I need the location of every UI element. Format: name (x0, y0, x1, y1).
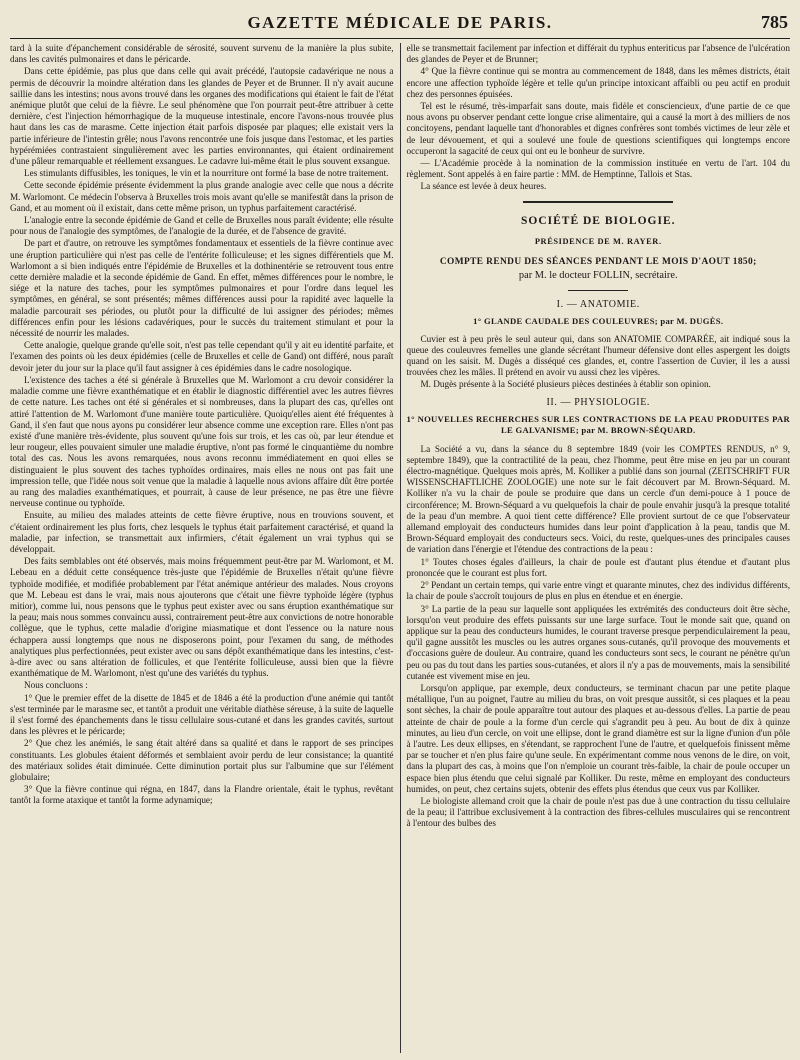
paragraph: 2° Que chez les anémiés, le sang était altéré dans sa qualité et dans le rapport de ses principes constituants. Les globules étaient déformés et semblaient avoir perdu de leur consistance; la quantité des matériaux solides était diminuée. Cette diminution portait plus sur l'albumine que sur l'élément globulaire; (10, 738, 394, 782)
paragraph: Ensuite, au milieu des malades atteints de cette fièvre éruptive, nous en trouvions souvent, et c'étaient ordinairement les plus forts, chez lesquels le typhus était parfaitement caractérisé, et quand la maladie, par infection, se transmettait aux infirmiers, c'était également un vrai typhus qui se développait. (10, 510, 394, 554)
journal-title: GAZETTE MÉDICALE DE PARIS. (247, 13, 553, 32)
paragraph: Cette analogie, quelque grande qu'elle soit, n'est pas telle cependant qu'il y ait eu identité parfaite, et l'examen des points où les deux épidémies (celle de Bruxelles et celle de Gand) ont différé, nous paraît devoir jeter du jour sur la place qu'il faut assigner à ces épidémies dans le cadre nosologique. (10, 340, 394, 373)
paragraph: 4° Que la fièvre continue qui se montra au commencement de 1848, dans les mêmes districts, était encore une affection typhoïde légère et telle qu'un principe intoxicant affaibli ou peu actif en produit chez des personnes épuisées. (406, 66, 790, 99)
paragraph: La séance est levée à deux heures. (420, 181, 547, 192)
paragraph: 1° Que le premier effet de la disette de 1845 et de 1846 a été la production d'une anémie qui tantôt s'est terminée par le marasme sec, et tantôt a produit une véritable diathèse séreuse, à la suite de laquelle il s'est formé des épanchements dans le tissu cellulaire sous-cutané et dans les grandes cavités, surtout dans les plèvres et le péricarde; (10, 692, 394, 737)
society-title: SOCIÉTÉ DE BIOLOGIE. (520, 214, 676, 227)
paragraph: 3° Que la fièvre continue qui régna, en 1847, dans la Flandre orientale, était le typhus, revêtant tantôt la forme ataxique et tantôt la forme adynamique; (10, 784, 394, 806)
paragraph: La Société a vu, dans la séance du 8 septembre 1849 (voir les COMPTES RENDUS, n° 9, septembre 1849), que la contractilité de la peau, chez l'homme, peut être mise en jeu par un courant électro-magnétique. Quelques mois après, M. Kolliker a publié dans son journal (ZEITSCHRIFT FUR WISSENSCHAFTLICHE ZOOLOGIE) une note sur le fait découvert par M. Brown-Séquard. M. Kolliker n'a vu la chair de poule se produire que dans un cercle d'un demi-pouce à 1 pouce de circonférence; M. Brown-Séquard a vu quelquefois la chair de poule envahir jusqu'à la presque totalité de la peau d'un membre. A quoi tient cette différence? Elle provient surtout de ce que l'observateur allemand employait des conducteurs humides dans leur point d'application à la peau, tandis que M. Brown-Séquard employait des conducteurs secs. Voici, du reste, quelques-unes des principales causes de variation dans l'énergie et l'étendue des contractions de la peau : (406, 443, 790, 555)
paragraph: Le biologiste allemand croit que la chair de poule n'est pas due à une contraction du tissu cellulaire de la peau; il l'attribue exclusivement à la contraction des fibres-cellules musculaires qui se rencontrent à l'entour des bulbes des (406, 795, 790, 829)
item-title-galvanisme: 1° NOUVELLES RECHERCHES SUR LES CONTRACTIONS DE LA PEAU PRODUITES PAR LE GALVANISME; par M. BROWN-SÉQUARD. (406, 413, 790, 435)
paragraph: M. Dugès présente à la Société plusieurs pièces destinées à établir son opinion. (420, 379, 711, 390)
paragraph: Cuvier est à peu près le seul auteur qui, dans son ANATOMIE COMPARÉE, ait indiqué sous la queue des couleuvres femelles une glande sécrétant l'humeur défensive dont elles aspergent les doigts quand on les saisit. M. Dugès a disséqué ces glandes, et, contre l'assertion de Cuvier, il les a aussi trouvées chez les mâles. Il prétend en avoir vu aussi chez les vipères. (406, 333, 790, 378)
paragraph: elle se transmettait facilement par infection et différait du typhus enteriticus par l'absence de l'ulcération des glandes de Peyer et de Brunner; (406, 43, 790, 65)
paragraph: 1° Toutes choses égales d'ailleurs, la chair de poule est d'autant plus étendue et d'autant plus prononcée que le courant est plus fort. (406, 556, 790, 578)
paragraph: Tel est le résumé, très-imparfait sans doute, mais fidèle et consciencieux, d'une partie de ce que nous avons pu observer pendant cette longue crise alimentaire, qui a causé la mort à des milliers de nos concitoyens, pendant laquelle tant d'honorables et dignes confrères sont tombés victimes de leur zèle et de leur dévouement, et qui a soulevé une foule de questions scientifiques qui longtemps encore occuperont la sagacité de ceux qui ont eu le bonheur de survivre. (406, 101, 790, 156)
report-title: COMPTE RENDU DES SÉANCES PENDANT LE MOIS D'AOUT 1850; (439, 256, 757, 267)
paragraph: Des faits semblables ont été observés, mais moins fréquemment peut-être par M. Warlomont, et M. Lebeau en a déduit cette conséquence très-juste que l'épidémie de Bruxelles n'était qu'une fièvre typhoïde modifiée, et modifiée probablement par l'état anémique antérieur des malades. Nous croyons que M. Lebeau est dans le vrai, mais nous ajouterons que c'était une fièvre typhoïde légère (typhus mitior), comme lui, nous pensons que le typhus peut exister avec ou sans éruption exanthématique sur la peau; mais nous sommes convaincu aussi, contrairement peut-être aux convictions de notre honorable collègue, que le typhus, cette maladie d'origine miasmatique et dont l'essence ou la nature nous échappera aussi longtemps que nous ne disposerons point, pour l'examen du sang, de méthodes analytiques plus perfectionnées, peut exister avec ou sans dépôt exanthématique dans les intestins, c'est-à-dire avec ou sans altération de follicules, et que l'entérite folliculeuse, aussi bien que la fièvre exanthématique de M. Warlomont, n'est qu'une des variétés du typhus. (10, 556, 394, 679)
columns (10, 43, 790, 1053)
section-physiologie-title: II. — PHYSIOLOGIE. (546, 396, 651, 408)
presidence-line: PRÉSIDENCE DE M. RAYER. (534, 236, 662, 246)
item-title-glande: 1° GLANDE CAUDALE DES COULEUVRES; par M. DUGÈS. (473, 315, 724, 326)
paragraph: 3° La partie de la peau sur laquelle sont appliquées les extrémités des conducteurs doit être sèche, lorsqu'on veut produire des effets puissants sur une large surface. Tout le monde sait que, quand on applique sur la peau des conducteurs humides, le courant traverse presque perpendiculairement la peau, qu'il gagne aussitôt les muscles ou les autres organes sous-cutanés, qu'il provoque des mouvements et d'occasions guère de douleur. Au contraire, quand les conducteurs sont secs, le courant ne pénètre qu'un peu ou pas du tout dans les parties sous-cutanées, et alors il n'y a pas de mouvements, mais la sensibilité cutanée est vivement mise en jeu. (406, 603, 790, 681)
paragraph: — L'Académie procède à la nomination de la commission instituée en vertu de l'art. 104 du règlement. Sont appelés à en faire partie : MM. de Hemptinne, Tallois et Stas. (406, 158, 790, 180)
right-column (401, 43, 791, 1053)
paragraph: Dans cette épidémie, pas plus que dans celle qui avait précédé, l'autopsie cadavérique ne nous a permis de découvrir la moindre altération dans les glandes de Peyer et de Brunner. Il n'y avait aucune saillie dans les intestins; nous avons trouvé dans les organes des modifications qui étaient le fait de l'état anémique plutôt que celui de la fièvre. Le seul phénomène que l'on pourrait peut-être attribuer à cette dernière, c'est l'injection hémorrhagique de la muqueuse intestinale, encore l'avons-nous trouvée plus haut dans les cas de marasme. Cette injection était parfois disposée par plaques; elle existait vers la partie inférieure de l'intestin grêle; nous l'avons rencontrée une fois jusque dans l'estomac, et les parties hypérémiées contrastaient singulièrement avec les parties environnantes, qui étaient ordinairement d'une pâleur remarquable et réellement exsangues. Le cadavre lui-même était le plus souvent exsangue. (10, 66, 394, 167)
section-divider (523, 201, 673, 203)
paragraph: De part et d'autre, on retrouve les symptômes fondamentaux et essentiels de la fièvre continue avec une éruption particulière qui n'est pas celle de l'entérite folliculeuse; et les signes différentiels que M. Warlomont a si bien indiqués entre l'épidémie de Bruxelles et la dothinentérie se retrouvent tous entre cette dernière maladie et la seconde épidémie de Gand. En effet, mêmes différences pour le nombre, le siége et la nature des taches, pour les symptômes pulmonaires et pour l'ordre dans lequel les symptômes, en général, se sont présentés; mêmes différences aussi pour la rapidité avec laquelle la maladie parcourait ses périodes, ou plutôt pour la difficulté de lui assigner des périodes; mêmes différences enfin pour les lésions cadavériques, pour le succès du traitement stimulant et pour la nécessité de nourrir les malades. (10, 238, 394, 339)
paragraph: Les stimulants diffusibles, les toniques, le vin et la nourriture ont formé la base de notre traitement. (24, 168, 389, 179)
paragraph: 2° Pendant un certain temps, qui varie entre vingt et quarante minutes, chez des individus différents, la chair de poule s'accroît toujours de plus en plus en étendue et en énergie. (406, 580, 790, 602)
section-anatomie-title: I. — ANATOMIE. (556, 298, 640, 310)
paragraph: tard à la suite d'épanchement considérable de sérosité, souvent survenu de la manière la plus subite, dans les cavités pulmonaires et dans le péricarde. (10, 43, 394, 65)
paragraph: Nous concluons : (24, 680, 88, 691)
report-author: par M. le docteur FOLLIN, secrétaire. (518, 269, 678, 281)
paragraph: L'analogie entre la seconde épidémie de Gand et celle de Bruxelles nous paraît évidente; elle résulte pour nous de l'analogie des symptômes, de l'analogie de la durée, et de l'absence de gravité. (10, 215, 394, 237)
page-number: 785 (761, 12, 788, 32)
short-divider (568, 290, 628, 291)
left-column (10, 43, 401, 1053)
masthead (10, 8, 790, 39)
paragraph: Lorsqu'on applique, par exemple, deux conducteurs, se terminant chacun par une petite plaque métallique, l'un au poignet, l'autre au milieu du bras, on voit presque aussitôt, si ces plaques et la peau sont sèches, la chair de poule apparaître tout autour des plaques et au-dessous d'elles. La partie de peau atteinte de chair de poule a la forme d'un cercle qui s'agrandit peu à peu. Au bout de dix à quinze minutes, au lieu d'un cercle, on voit une ellipse, dont le grand diamètre est sur la ligne d'union d'un pôle à l'autre. Les deux ellipses, en s'étendant, se rapprochent l'une de l'autre, et quelquefois finissent même par se toucher et n'en plus faire qu'une seule. En expérimentant comme nous venons de le dire, on voit, dans la plupart des cas, à moins que l'on n'emploie un courant très-faible, la chair de poule occuper un espace bien plus étendu que celui signalé par Kolliker. Du reste, même en employant des conducteurs humides, on peut, chez certains sujets, obtenir des effets plus étendus que ceux vus par Kolliker. (406, 682, 790, 794)
paragraph: L'existence des taches a été si générale à Bruxelles que M. Warlomont a cru devoir considérer la maladie comme une fièvre exanthématique et en établir le diagnostic différentiel avec les autres fièvres de cette nature. Les taches ont été si générales et si nombreuses, dans la plupart des cas, qu'elles ont attiré l'attention de M. Warlomont d'une manière toute particulière. Quoiqu'elles aient été fréquentes à Gand, il s'en faut que nous ayons pu considérer leur absence comme une exception rare. Elles n'ont pas existé d'une manière très-évidente, plus souvent qu'une fois sur trois, et les cas où, par leur étendue et leur rougeur, elles pouvaient simuler une maladie éruptive, n'ont pas formé le cinquantième du nombre total des cas. Nous les avons remarquées, nous avons reconnu immédiatement en quoi elles se distinguaient le plus souvent des taches typhoïdes ordinaires, mais elles ne nous ont pas fait une impression telle, que l'idée nous soit venue que la maladie à laquelle nous avions affaire dût être portée au rang des maladies exanthématiques, et pourrait, à cause de leur présence, ne pas être une fièvre nerveuse continue ou typhoïde. (10, 374, 394, 509)
report-heading (407, 256, 791, 282)
paragraph: Cette seconde épidémie présente évidemment la plus grande analogie avec celle que nous a décrite M. Warlomont. Ce médecin l'observa à Bruxelles trois mois avant qu'elle se manifestât dans la prison de Gand, et au moment où il existait, dans cette même prison, un typhus parfaitement caractérisé. (10, 180, 394, 213)
